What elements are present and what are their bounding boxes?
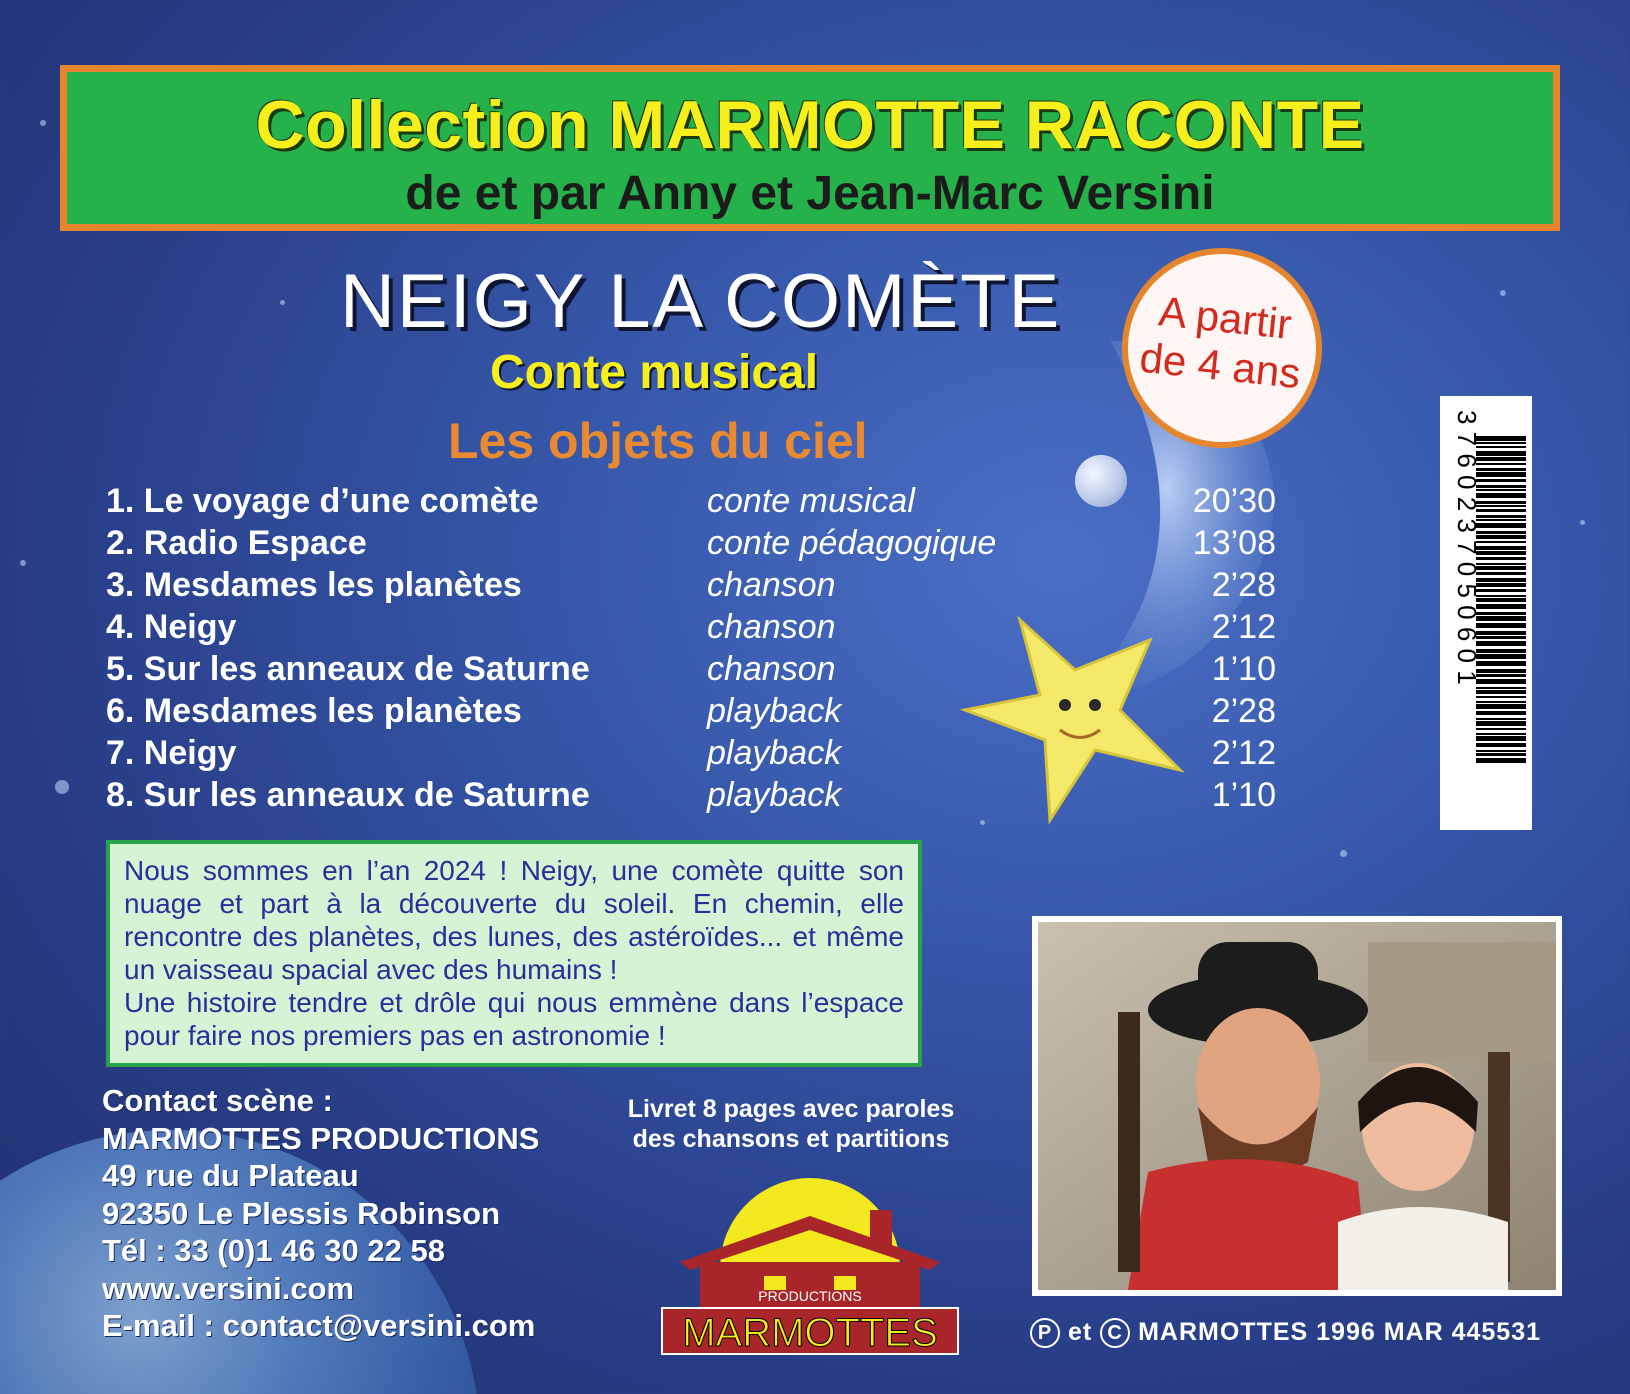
track-duration: 13’08 <box>1192 524 1276 562</box>
contact-phone: Tél : 33 (0)1 46 30 22 58 <box>102 1233 445 1268</box>
barcode-bar <box>1476 595 1526 597</box>
barcode-bar <box>1476 711 1526 715</box>
barcode-bar <box>1476 690 1526 694</box>
barcode-bar <box>1476 728 1526 730</box>
contact-city: 92350 Le Plessis Robinson <box>102 1195 501 1231</box>
booklet-line: des chansons et partitions <box>632 1125 950 1153</box>
barcode-bar <box>1476 753 1526 756</box>
barcode-bar <box>1476 535 1526 539</box>
contact-block <box>102 1082 539 1345</box>
track-row <box>106 482 1276 524</box>
track-duration: 1’10 <box>1211 650 1276 688</box>
barcode-bar <box>1476 743 1526 747</box>
track-row <box>106 776 1276 818</box>
barcode-bar <box>1476 612 1526 615</box>
barcode-bar <box>1476 604 1526 609</box>
booklet-line: Livret 8 pages avec paroles <box>627 1095 955 1123</box>
contact-street: 49 rue du Plateau <box>102 1158 359 1193</box>
barcode-bar <box>1476 687 1526 689</box>
barcode-bar <box>1476 468 1526 471</box>
track-list <box>106 482 1276 818</box>
barcode-bar <box>1476 631 1526 635</box>
copyright-symbol: C <box>1100 1318 1130 1348</box>
track-duration: 2’12 <box>1211 734 1276 772</box>
barcode-bar <box>1476 674 1526 677</box>
track-duration: 20’30 <box>1192 482 1276 520</box>
track-duration: 1’10 <box>1211 776 1276 814</box>
barcode-bar <box>1476 598 1526 602</box>
barcode-bar <box>1476 501 1526 504</box>
track-type: chanson <box>707 650 836 688</box>
track-title: 7. Neigy <box>106 734 237 772</box>
barcode-bar <box>1476 442 1526 444</box>
contact-heading: Contact scène : <box>102 1083 333 1118</box>
barcode-bar <box>1476 436 1526 441</box>
barcode-bar <box>1476 557 1526 560</box>
booklet-info <box>576 1094 1006 1154</box>
track-type: playback <box>707 692 842 730</box>
barcode-bar <box>1476 616 1526 621</box>
barcode-bar <box>1476 669 1526 673</box>
barcode-bar <box>1476 572 1526 575</box>
barcode-number: 3 7 6 0 2 3 7 0 5 0 6 0 1 <box>1452 410 1482 685</box>
barcode-bar <box>1476 563 1526 565</box>
track-type: conte pédagogique <box>707 524 997 562</box>
barcode-bar <box>1476 546 1526 550</box>
description-paragraph: Une histoire tendre et drôle qui nous emmène dans l’espace pour faire nos premiers pas en astronomie ! <box>124 987 904 1051</box>
barcode <box>1440 396 1532 830</box>
authors-line: de et par Anny et Jean-Marc Versini <box>405 167 1215 220</box>
logo-small-text: PRODUCTIONS <box>758 1288 862 1304</box>
barcode-bar <box>1476 696 1526 698</box>
barcode-bar <box>1476 463 1526 465</box>
track-type: playback <box>707 734 842 772</box>
barcode-bar <box>1476 641 1526 646</box>
copyright-text: MARMOTTES 1996 MAR 445531 <box>1138 1318 1541 1346</box>
barcode-bar <box>1476 485 1526 488</box>
track-title: 8. Sur les anneaux de Saturne <box>106 776 590 814</box>
barcode-bar <box>1476 566 1526 570</box>
artists-photo <box>1032 916 1562 1296</box>
barcode-bar <box>1476 578 1526 582</box>
barcode-bar <box>1476 451 1526 456</box>
phonogram-symbol: P <box>1030 1318 1060 1348</box>
track-title: 3. Mesdames les planètes <box>106 566 522 604</box>
barcode-bar <box>1476 758 1526 763</box>
marmottes-productions-logo <box>660 1170 960 1355</box>
barcode-bar <box>1476 649 1526 653</box>
collection-title: Collection MARMOTTE RACONTE <box>255 87 1365 163</box>
contact-email[interactable]: E-mail : contact@versini.com <box>102 1308 536 1343</box>
barcode-bar <box>1476 733 1526 735</box>
track-row <box>106 608 1276 650</box>
copyright-line <box>1030 1318 1541 1348</box>
barcode-bar <box>1476 750 1526 752</box>
barcode-bar <box>1476 704 1526 709</box>
track-type: playback <box>707 776 842 814</box>
barcode-bar <box>1476 589 1526 592</box>
track-duration: 2’28 <box>1211 566 1276 604</box>
track-title: 2. Radio Espace <box>106 524 367 562</box>
barcode-bar <box>1476 718 1526 720</box>
track-title: 4. Neigy <box>106 608 237 646</box>
barcode-bar <box>1476 489 1526 491</box>
barcode-bar <box>1476 457 1526 461</box>
barcode-bar <box>1476 541 1526 543</box>
contact-website[interactable]: www.versini.com <box>102 1270 355 1306</box>
barcode-bar <box>1476 472 1526 477</box>
barcode-bar <box>1476 654 1526 659</box>
track-type: chanson <box>707 608 836 646</box>
barcode-bar <box>1476 721 1526 726</box>
contact-company: MARMOTTES PRODUCTIONS <box>102 1120 540 1156</box>
barcode-bar <box>1476 661 1526 666</box>
age-badge-line1: A partir <box>1156 287 1294 348</box>
copyright-and: et <box>1067 1318 1093 1346</box>
track-row <box>106 566 1276 608</box>
barcode-bar <box>1476 679 1526 684</box>
barcode-bar <box>1476 736 1526 741</box>
track-type: conte musical <box>707 482 915 520</box>
album-theme: Les objets du ciel <box>448 413 868 469</box>
logo-big-text: MARMOTTES <box>682 1311 938 1355</box>
collection-header <box>60 65 1560 231</box>
track-title: 6. Mesdames les planètes <box>106 692 522 730</box>
track-row <box>106 734 1276 776</box>
barcode-bar <box>1476 519 1526 521</box>
barcode-bar <box>1476 523 1526 528</box>
track-title: 1. Le voyage d’une comète <box>106 482 539 520</box>
barcode-bar <box>1476 515 1526 518</box>
barcode-bar <box>1476 636 1526 639</box>
barcode-bar <box>1476 479 1526 482</box>
track-duration: 2’12 <box>1211 608 1276 646</box>
album-subtitle: Conte musical <box>490 346 819 399</box>
album-title: NEIGY LA COMÈTE <box>340 259 1062 344</box>
story-description <box>106 840 922 1067</box>
barcode-bar <box>1476 583 1526 587</box>
barcode-bar <box>1476 505 1526 507</box>
description-paragraph: Nous sommes en l’an 2024 ! Neigy, une comète quitte son nuage et part à la découverte du soleil. En chemin, elle rencontre des planètes, des lunes, des astéroïdes... et même un vaisseau spacial avec des humains ! <box>124 855 904 985</box>
barcode-bar <box>1476 551 1526 555</box>
barcode-bar <box>1476 623 1526 628</box>
track-row <box>106 650 1276 692</box>
barcode-bar <box>1476 509 1526 512</box>
track-duration: 2’28 <box>1211 692 1276 730</box>
track-type: chanson <box>707 566 836 604</box>
barcode-bar <box>1476 493 1526 498</box>
barcode-bar <box>1476 531 1526 534</box>
barcode-bar <box>1476 701 1526 703</box>
track-title: 5. Sur les anneaux de Saturne <box>106 650 590 688</box>
age-badge-line2: de 4 ans <box>1137 333 1303 398</box>
barcode-bar <box>1476 446 1526 448</box>
track-row <box>106 524 1276 566</box>
track-row <box>106 692 1276 734</box>
